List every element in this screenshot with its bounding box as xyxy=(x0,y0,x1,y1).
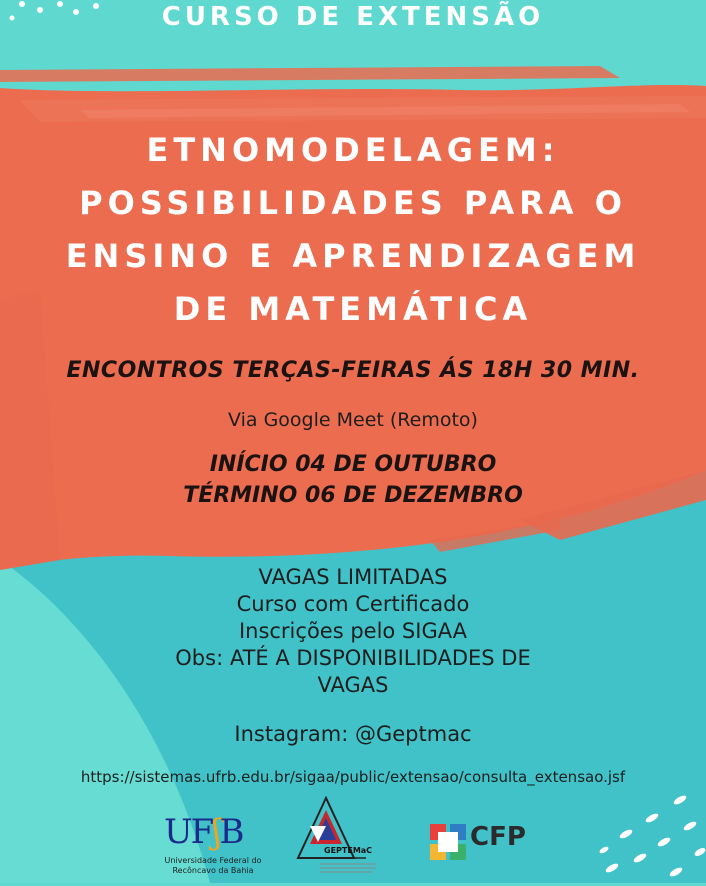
ufrb-wordmark: UFʃB xyxy=(164,812,243,852)
course-title-line: ETNOMODELAGEM: xyxy=(146,131,560,169)
cfp-emblem-icon xyxy=(428,822,468,862)
course-title-line: POSSIBILIDADES PARA O xyxy=(79,184,627,222)
start-date: INÍCIO 04 DE OUTUBRO xyxy=(209,452,497,477)
info-line: VAGAS xyxy=(317,673,389,697)
geptemac-logo: GEPTEMaC xyxy=(296,796,386,881)
registration-url[interactable]: https://sistemas.ufrb.edu.br/sigaa/public/extensao/consulta_extensao.jsf xyxy=(80,768,626,786)
course-type-heading: CURSO DE EXTENSÃO xyxy=(161,2,545,32)
course-title xyxy=(0,124,706,336)
info-line: Obs: ATÉ A DISPONIBILIDADES DE xyxy=(175,646,531,670)
ufrb-caption: Universidade Federal do Recôncavo da Bahia xyxy=(164,856,262,875)
info-line: VAGAS LIMITADAS xyxy=(258,565,448,589)
course-title-line: ENSINO E APRENDIZAGEM xyxy=(65,237,641,275)
meeting-schedule: ENCONTROS TERÇAS-FEIRAS ÁS 18H 30 MIN. xyxy=(66,358,640,383)
course-info xyxy=(0,564,706,699)
meeting-platform: Via Google Meet (Remoto) xyxy=(228,409,478,431)
instagram-handle: Instagram: @Geptmac xyxy=(234,722,472,746)
geptemac-emblem-icon xyxy=(296,796,386,881)
cfp-logo: CFP xyxy=(428,822,538,872)
info-line: Curso com Certificado xyxy=(236,592,470,616)
info-line: Inscrições pelo SIGAA xyxy=(238,619,468,643)
course-title-line: DE MATEMÁTICA xyxy=(173,290,533,328)
end-date: TÉRMINO 06 DE DEZEMBRO xyxy=(183,483,523,508)
ufrb-logo xyxy=(158,812,268,880)
